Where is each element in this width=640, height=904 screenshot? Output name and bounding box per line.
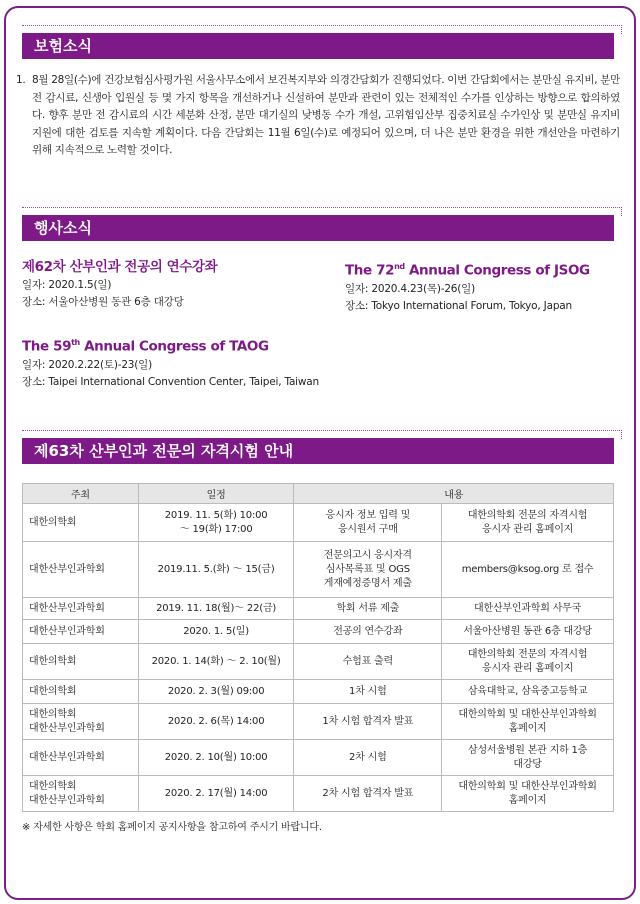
section-header-exam: 제63차 산부인과 전문의 자격시험 안내: [22, 438, 614, 464]
content-cell: 전문의고시 응시자격 심사목록표 및 OGS 게재예정증명서 제출: [294, 542, 442, 598]
section-header-events: 행사소식: [22, 215, 614, 241]
event-item: [22, 258, 322, 311]
schedule-cell: 2019. 11. 5(화) 10:00 ～ 19(화) 17:00: [138, 504, 294, 542]
schedule-cell: 2020. 1. 5(일): [138, 620, 294, 644]
table-row: [23, 704, 614, 740]
exam-footnote: ※ 자세한 사항은 학회 홈페이지 공지사항을 참고하여 주시기 바랍니다.: [22, 822, 322, 833]
column-header: 일정: [138, 484, 294, 504]
content-cell: 2차 시험 합격자 발표: [294, 776, 442, 812]
schedule-cell: 2019.11. 5.(화) ～ 15(금): [138, 542, 294, 598]
schedule-cell: 2020. 2. 17(월) 14:00: [138, 776, 294, 812]
event-title: The 59th Annual Congress of TAOG: [22, 338, 269, 355]
event-item: [22, 334, 342, 391]
note-cell: 서울아산병원 동관 6층 대강당: [442, 620, 614, 644]
note-cell: 대한의학회 및 대한산부인과학회 홈페이지: [442, 776, 614, 812]
content-cell: 1차 시험 합격자 발표: [294, 704, 442, 740]
schedule-cell: 2020. 2. 6(목) 14:00: [138, 704, 294, 740]
note-cell: 삼성서울병원 본관 지하 1층 대강당: [442, 740, 614, 776]
org-cell: 대한산부인과학회: [23, 598, 139, 620]
note-cell: 대한의학회 전문의 자격시험 응시자 관리 홈페이지: [442, 504, 614, 542]
divider-dotted: [22, 207, 622, 208]
org-cell: 대한산부인과학회: [23, 740, 139, 776]
event-title: 제62차 산부인과 전공의 연수강좌: [22, 259, 218, 275]
table-row: [23, 680, 614, 704]
org-cell: 대한의학회: [23, 644, 139, 680]
news-item-text: 8월 28일(수)에 건강보험심사평가원 서울사무소에서 보건복지부와 의경간담회가 진행되었다. 이번 간담회에서는 분만실 유지비, 분만전 감시료, 신생아 입원실 등 몇 가지 항목을 개선하거나 신설하여 분만과 관련이 있는 전체적인 수가를 인상하는 방향으로 합의하였다. 향후 분만 전 감시료의 시간 세분화 산정, 분만 대기실의 낮병동 수가 개설, 고위험임산부 집중치료실 수가인상 및 분만실 유지비 지원에 대한 검토를 지속할 계획이다. 다음 간담회는 11월 6일(수)로 예정되어 있으며, 더 나은 분만 환경을 위한 개선안을 마련하기 위해 지속적으로 노력할 것이다.: [32, 74, 620, 156]
note-cell: members@ksog.org 로 접수: [442, 542, 614, 598]
content-cell: 1차 시험: [294, 680, 442, 704]
note-cell: 대한의학회 전문의 자격시험 응시자 관리 홈페이지: [442, 644, 614, 680]
event-place: 장소: 서울아산병원 동관 6층 대강당: [22, 296, 184, 308]
exam-schedule-table: [22, 483, 614, 812]
table-row: [23, 542, 614, 598]
section-header-insurance: 보험소식: [22, 33, 614, 59]
content-cell: 전공의 연수강좌: [294, 620, 442, 644]
content-cell: 수험표 출력: [294, 644, 442, 680]
content-cell: 학회 서류 제출: [294, 598, 442, 620]
event-date: 일자: 2020.4.23(목)-26(일): [345, 282, 476, 295]
schedule-cell: 2020. 2. 3(월) 09:00: [138, 680, 294, 704]
news-item-number: 1.: [16, 74, 26, 86]
note-cell: 대한산부인과학회 사무국: [442, 598, 614, 620]
divider-dotted: [22, 430, 622, 431]
event-date: 일자: 2020.1.5(일): [22, 279, 112, 291]
table-row: [23, 504, 614, 542]
divider-dotted: [22, 25, 622, 26]
event-item: [345, 258, 615, 315]
event-title: The 72nd Annual Congress of JSOG: [345, 262, 590, 279]
event-date: 일자: 2020.2.22(토)-23(일): [22, 358, 153, 371]
org-cell: 대한의학회: [23, 680, 139, 704]
insurance-news-item: [16, 72, 620, 160]
org-cell: 대한산부인과학회: [23, 542, 139, 598]
event-place: 장소: Taipei International Convention Center, Taipei, Taiwan: [22, 375, 319, 388]
org-cell: 대한의학회 대한산부인과학회: [23, 704, 139, 740]
table-row: [23, 776, 614, 812]
schedule-cell: 2019. 11. 18(월)～ 22(금): [138, 598, 294, 620]
event-place: 장소: Tokyo International Forum, Tokyo, Japan: [345, 299, 572, 312]
table-row: [23, 740, 614, 776]
content-cell: 2차 시험: [294, 740, 442, 776]
org-cell: 대한의학회 대한산부인과학회: [23, 776, 139, 812]
table-row: [23, 620, 614, 644]
content-cell: 응시자 정보 입력 및 응시원서 구매: [294, 504, 442, 542]
table-row: [23, 644, 614, 680]
note-cell: 대한의학회 및 대한산부인과학회 홈페이지: [442, 704, 614, 740]
org-cell: 대한의학회: [23, 504, 139, 542]
schedule-cell: 2020. 2. 10(월) 10:00: [138, 740, 294, 776]
column-header: 주최: [23, 484, 139, 504]
schedule-cell: 2020. 1. 14(화) ～ 2. 10(월): [138, 644, 294, 680]
column-header: 내용: [294, 484, 614, 504]
org-cell: 대한산부인과학회: [23, 620, 139, 644]
table-row: [23, 598, 614, 620]
note-cell: 삼육대학교, 삼육중고등학교: [442, 680, 614, 704]
